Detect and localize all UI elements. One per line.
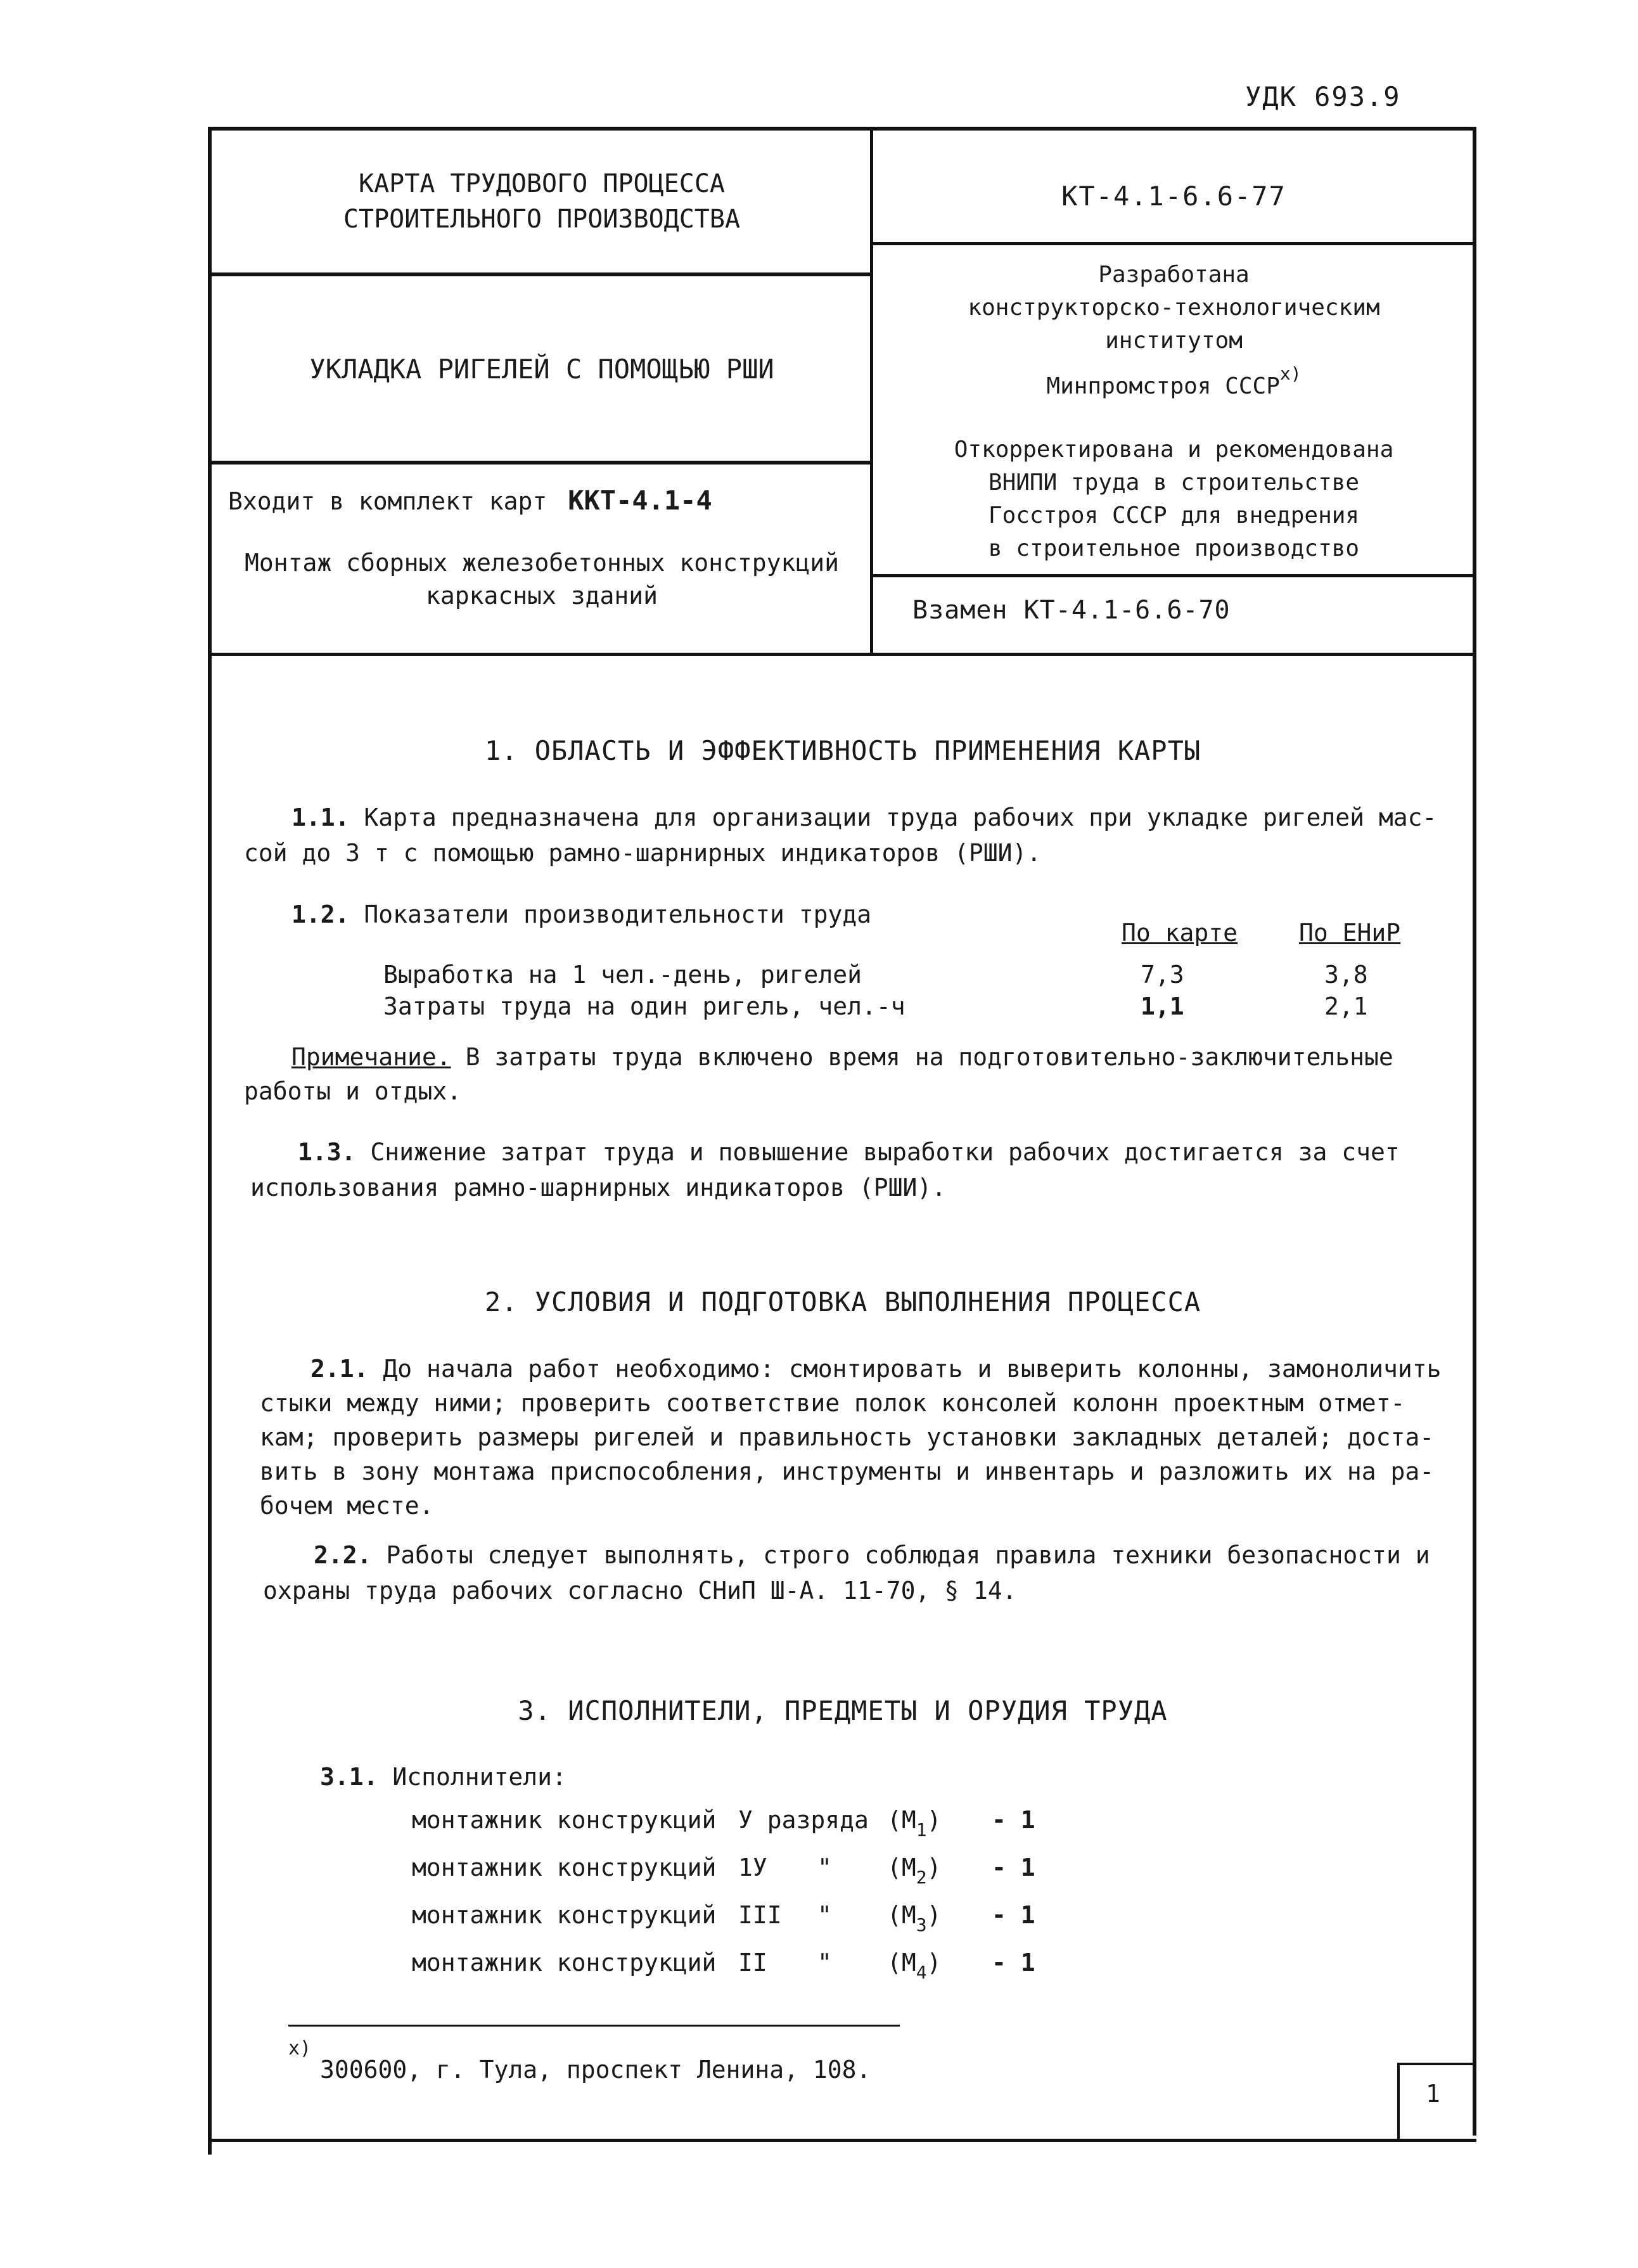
para-2-1: 2.1. До начала работ необходимо: смонтировать и выверить колонны, замоноличить <box>310 1355 1442 1383</box>
para-1-3-cont: использования рамно-шарнирных индикаторов (РШИ). <box>250 1174 947 1201</box>
worker-row-3: монтажник конструкций III " $(М_3)$ - 1 <box>412 1901 1035 1935</box>
footnote-separator <box>288 2025 900 2027</box>
section-2-title: 2. УСЛОВИЯ И ПОДГОТОВКА ВЫПОЛНЕНИЯ ПРОЦЕССА <box>484 1286 1201 1317</box>
para-2-1-line4: вить в зону монтажа приспособления, инструменты и инвентарь и разложить их на ра- <box>260 1458 1435 1485</box>
kpi-row-1-label: Выработка на 1 чел.-день, ригелей <box>383 961 862 989</box>
developed-by: Разработана конструкторско-технологическим институтом Минпромстроя СССР$^{x)}$ <box>968 262 1380 399</box>
para-3-1: 3.1. Исполнители: <box>320 1763 566 1791</box>
kpi-row-1-card: 7,3 <box>1141 961 1184 989</box>
replaces-note: Взамен КТ-4.1-6.6-70 <box>912 596 1231 625</box>
para-1-2: 1.2. Показатели производительности труда <box>291 900 872 928</box>
para-2-1-line5: бочем месте. <box>260 1492 434 1520</box>
frame-top-border <box>209 127 1476 131</box>
worker-row-2: монтажник конструкций 1У " $(М_2)$ - 1 <box>412 1854 1035 1888</box>
header-left-divider-1 <box>209 272 871 276</box>
section-1-title: 1. ОБЛАСТЬ И ЭФФЕКТИВНОСТЬ ПРИМЕНЕНИЯ КАРТЫ <box>484 735 1201 766</box>
page-number-box-left <box>1397 2063 1400 2139</box>
footnote-ref-mark: x) <box>1279 363 1302 384</box>
header-right-divider-1 <box>871 242 1473 245</box>
para-2-1-line3: кам; проверить размеры ригелей и правильность установки закладных деталей; доста- <box>260 1423 1435 1451</box>
section-3-title: 3. ИСПОЛНИТЕЛИ, ПРЕДМЕТЫ И ОРУДИЯ ТРУДА <box>518 1695 1168 1726</box>
card-name-title: УКЛАДКА РИГЕЛЕЙ С ПОМОЩЬЮ РШИ <box>309 354 774 385</box>
worker-row-4: монтажник конструкций II " $(М_4)$ - 1 <box>412 1949 1035 1983</box>
worker-row-1: монтажник конструкций У разряда $(М_1)$ - 1 <box>412 1806 1035 1840</box>
card-type-title: КАРТА ТРУДОВОГО ПРОЦЕССА СТРОИТЕЛЬНОГО ПРОИЗВОДСТВА <box>343 169 741 234</box>
kit-line: Входит в комплект карт ККТ-4.1-4 <box>228 485 712 516</box>
frame-bottom-border <box>209 2139 1476 2142</box>
header-right-divider-2 <box>871 574 1473 577</box>
frame-right-border <box>1473 127 1476 2136</box>
header-bottom-border <box>209 653 1476 656</box>
frame-left-border <box>208 127 212 2155</box>
footnote-text: 300600, г. Тула, проспект Ленина, 108. <box>320 2056 871 2084</box>
kit-title: Монтаж сборных железобетонных конструкций каркасных зданий <box>245 549 839 610</box>
kpi-row-2-card: 1,1 <box>1141 992 1184 1020</box>
kpi-row-1-enir: 3,8 <box>1324 961 1368 989</box>
corrected-by: Откорректирована и рекомендована ВНИПИ труда в строительстве Госстроя СССР для внедрения в строительное производство <box>954 437 1394 561</box>
para-1-1: 1.1. Карта предназначена для организации труда рабочих при укладке ригелей мас- <box>291 804 1437 831</box>
page-number-box-top <box>1397 2063 1473 2065</box>
page-number: 1 <box>1426 2080 1440 2108</box>
note-label: Примечание. <box>291 1043 451 1071</box>
footnote-mark: x) <box>288 2037 312 2060</box>
kit-code: ККТ-4.1-4 <box>568 485 712 516</box>
kpi-row-2-label: Затраты труда на один ригель, чел.-ч <box>383 992 905 1020</box>
para-2-2-cont: охраны труда рабочих согласно СНиП Ш-А. 11-70, § 14. <box>263 1577 1017 1605</box>
udk-code: УДК 693.9 <box>1245 81 1401 112</box>
note-1-cont: работы и отдых. <box>244 1077 462 1105</box>
kpi-row-2-enir: 2,1 <box>1324 992 1368 1020</box>
card-code: КТ-4.1-6.6-77 <box>1061 181 1286 212</box>
para-1-3: 1.3. Снижение затрат труда и повышение выработки рабочих достигается за счет <box>298 1138 1400 1166</box>
note-1: Примечание. В затраты труда включено время на подготовительно-заключительные <box>291 1043 1393 1071</box>
para-1-1-cont: сой до 3 т с помощью рамно-шарнирных индикаторов (РШИ). <box>244 839 1042 867</box>
col-header-enir: По ЕНиР <box>1299 919 1401 947</box>
para-2-1-line2: стыки между ними; проверить соответствие полок консолей колонн проектным отмет- <box>260 1389 1405 1417</box>
para-2-2: 2.2. Работы следует выполнять, строго соблюдая правила техники безопасности и <box>314 1541 1430 1569</box>
header-left-divider-2 <box>209 461 871 464</box>
col-header-card: По карте <box>1122 919 1238 947</box>
